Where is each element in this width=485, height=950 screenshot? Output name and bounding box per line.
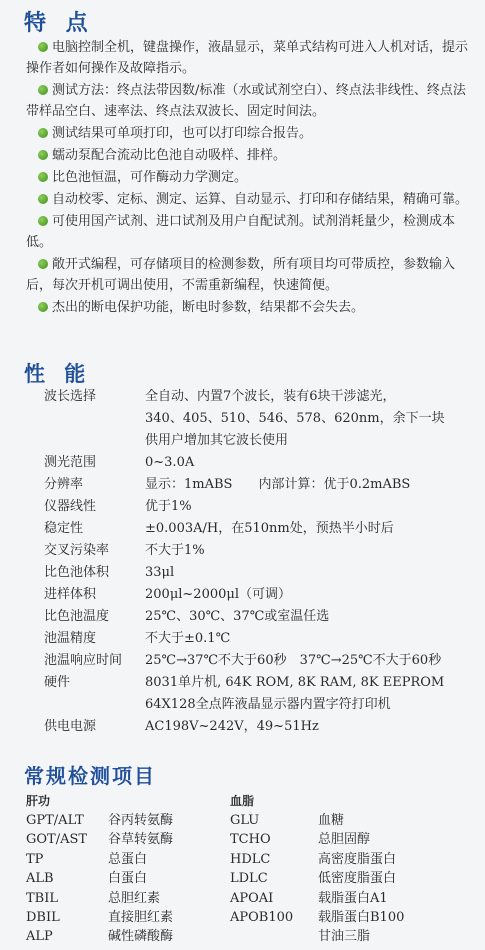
test-row	[26, 927, 226, 946]
test-name: 白蛋白	[108, 871, 148, 887]
test-row	[230, 908, 430, 927]
spec-label: 交叉污染率	[44, 543, 110, 558]
test-name: 谷丙转氨酶	[108, 813, 174, 828]
feature-item: 杰出的断电保护功能，断电时参数，结果都不会失去。	[26, 297, 478, 318]
test-name: 甘油三脂	[318, 929, 371, 945]
features-list	[26, 37, 478, 319]
test-items-table	[26, 792, 478, 947]
test-group-liver	[26, 792, 226, 947]
spec-row	[44, 716, 480, 738]
test-name: 总蛋白	[108, 851, 148, 867]
test-row	[230, 869, 430, 888]
test-abbr: GOT/AST	[26, 832, 88, 848]
test-name: 谷草转氨酶	[108, 832, 174, 848]
features-heading: 特 点	[24, 11, 94, 36]
test-abbr: HDLC	[230, 851, 271, 867]
spec-value: 25℃、30℃、37℃或室温任选	[145, 609, 330, 624]
spec-label: 池温精度	[44, 631, 97, 646]
test-abbr: TP	[26, 851, 44, 867]
test-row	[230, 927, 430, 946]
spec-table	[44, 386, 480, 738]
tests-heading: 常规检测项目	[24, 764, 156, 788]
spec-row	[44, 540, 480, 562]
spec-label: 稳定性	[44, 521, 84, 536]
test-abbr: LDLC	[230, 871, 268, 887]
feature-item: 电脑控制全机，键盘操作，液晶显示，菜单式结构可进入人机对话，提示操作者如何操作及故障指示。	[26, 40, 469, 76]
test-row	[26, 908, 226, 927]
spec-value: 不大于±0.1℃	[145, 631, 231, 646]
spec-label: 池温响应时间	[44, 653, 123, 668]
group-heading: 肝功	[26, 794, 51, 808]
test-name: 碱性磷酸酶	[108, 929, 174, 945]
test-name: 载脂蛋白B100	[318, 909, 405, 925]
spec-value: ±0.003A/H，在510nm处，预热半小时后	[145, 521, 394, 536]
test-abbr: DBIL	[26, 909, 60, 925]
spec-row	[44, 584, 480, 606]
test-group-lipids	[230, 792, 430, 947]
test-abbr: TBIL	[26, 890, 58, 906]
spec-value: 25℃→37℃不大于60秒 37℃→25℃不大于60秒	[145, 653, 442, 668]
test-name: 高密度脂蛋白	[318, 851, 397, 867]
test-abbr: APOB100	[230, 909, 294, 925]
test-name: 直接胆红素	[108, 909, 174, 925]
test-row	[26, 830, 226, 849]
spec-label: 供电电源	[44, 719, 97, 734]
spec-row	[44, 386, 480, 452]
test-name: 血糖	[318, 813, 345, 828]
spec-row	[44, 650, 480, 672]
feature-item: 敞开式编程，可存储项目的检测参数，所有项目均可带质控，参数输入后，每次开机可调出使用，不需重新编程，快速简便。	[26, 257, 456, 293]
feature-item: 测试方法：终点法带因数/标准（水或试剂空白）、终点法非线性、终点法带样品空白、速率法、终点法双波长、固定时间法。	[26, 83, 466, 119]
test-abbr: GLU	[230, 813, 260, 828]
spec-value: 全自动、内置7个波长，装有6块干涉滤光， 340、405、510、546、578、620nm，余下一块 供用户增加其它波长使用	[145, 389, 445, 448]
feature-item: 测试结果可单项打印，也可以打印综合报告。	[26, 123, 478, 144]
spec-value: 8031单片机, 64K ROM, 8K RAM, 8K EEPROM 64X128全点阵液晶显示器内置字符打印机	[145, 675, 445, 712]
test-abbr: ALP	[26, 929, 53, 945]
spec-value: 0~3.0A	[145, 455, 195, 470]
spec-label: 测光范围	[44, 455, 97, 470]
performance-heading: 性 能	[24, 362, 92, 386]
feature-item: 可使用国产试剂、进口试剂及用户自配试剂。试剂消耗量少，检测成本低。	[26, 214, 456, 250]
spec-value: AC198V~242V，49~51Hz	[145, 719, 319, 734]
feature-item: 比色池恒温，可作酶动力学测定。	[26, 167, 478, 188]
spec-value: 显示：1mABS 内部计算：优于0.2mABS	[145, 477, 411, 492]
test-row	[230, 811, 430, 830]
spec-label: 波长选择	[44, 389, 97, 404]
test-abbr	[230, 927, 318, 946]
test-row	[230, 850, 430, 869]
green-bullet-icon	[38, 259, 48, 269]
spec-label: 比色池体积	[44, 565, 110, 580]
spec-label: 仪器线性	[44, 499, 97, 514]
test-abbr: TCHO	[230, 832, 271, 848]
green-bullet-icon	[38, 42, 48, 52]
test-row	[230, 889, 430, 908]
feature-item: 自动校零、定标、测定、运算、自动显示、打印和存储结果，精确可靠。	[26, 189, 478, 210]
spec-row	[44, 496, 480, 518]
spec-value: 优于1%	[145, 499, 192, 514]
spec-label: 硬件	[44, 675, 71, 690]
spec-row	[44, 452, 480, 474]
green-bullet-icon	[38, 194, 48, 204]
test-row	[26, 869, 226, 888]
test-abbr: ALB	[26, 871, 54, 887]
feature-item: 蠕动泵配合流动比色池自动吸样、排样。	[26, 145, 478, 166]
spec-label: 进样体积	[44, 587, 97, 602]
test-name: 总胆固醇	[318, 832, 371, 848]
test-name: 载脂蛋白A1	[318, 890, 388, 906]
spec-row	[44, 562, 480, 584]
test-name: 总胆红素	[108, 890, 161, 906]
spec-value: 200μl~2000μl（可调）	[145, 587, 292, 602]
spec-label: 比色池温度	[44, 609, 110, 624]
spec-row	[44, 672, 480, 716]
test-row	[26, 850, 226, 869]
test-name: 低密度脂蛋白	[318, 871, 397, 887]
green-bullet-icon	[38, 85, 48, 95]
spec-row	[44, 474, 480, 496]
green-bullet-icon	[38, 128, 48, 138]
test-abbr: APOAI	[230, 890, 274, 906]
spec-row	[44, 606, 480, 628]
spec-row	[44, 628, 480, 650]
spec-value: 不大于1%	[145, 543, 205, 558]
test-row	[230, 830, 430, 849]
test-abbr: GPT/ALT	[26, 813, 84, 828]
green-bullet-icon	[38, 172, 48, 182]
green-bullet-icon	[38, 216, 48, 226]
test-row	[26, 811, 226, 830]
green-bullet-icon	[38, 302, 48, 312]
spec-row	[44, 518, 480, 540]
spec-label: 分辨率	[44, 477, 84, 492]
test-row	[26, 889, 226, 908]
spec-value: 33μl	[145, 565, 175, 580]
green-bullet-icon	[38, 150, 48, 160]
group-heading: 血脂	[230, 794, 255, 808]
